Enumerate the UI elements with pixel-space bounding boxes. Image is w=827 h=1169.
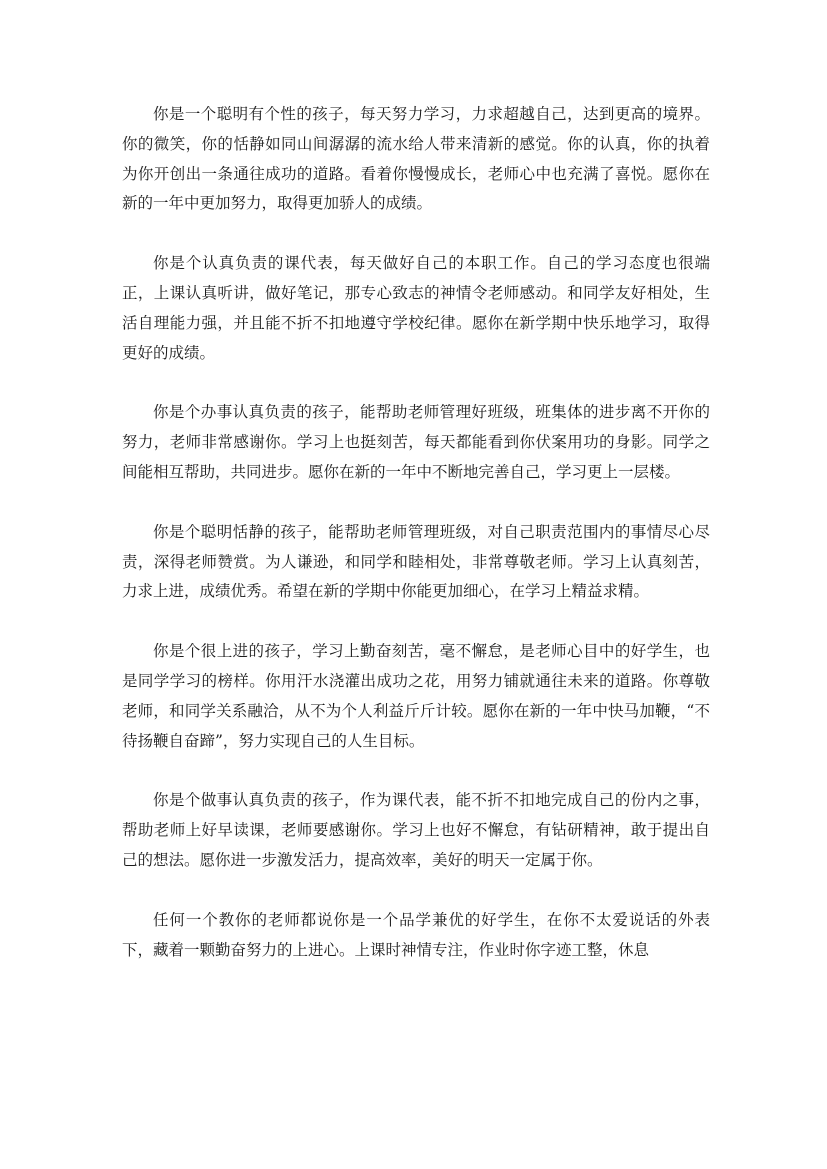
document-body (122, 100, 710, 995)
paragraph-7: 任何一个教你的老师都说你是一个品学兼优的好学生，在你不太爱说话的外表下，藏着一颗勤奋努力的上进心。上课时神情专注，作业时你字迹工整，休息 (122, 910, 710, 959)
paragraph-3: 你是个办事认真负责的孩子，能帮助老师管理好班级，班集体的进步离不开你的努力，老师非常感谢你。学习上也挺刻苦，每天都能看到你伏案用功的身影。同学之间能相互帮助，共同进步。愿你在新的一年中不断地完善自己，学习更上一层楼。 (122, 403, 710, 481)
paragraph-2: 你是个认真负责的课代表，每天做好自己的本职工作。自己的学习态度也很端正，上课认真听讲，做好笔记，那专心致志的神情令老师感动。和同学友好相处，生活自理能力强，并且能不折不扣地遵守学校纪律。愿你在新学期中快乐地学习，取得更好的成绩。 (122, 254, 710, 362)
paragraph-1: 你是一个聪明有个性的孩子，每天努力学习，力求超越自己，达到更高的境界。你的微笑，你的恬静如同山间潺潺的流水给人带来清新的感觉。你的认真，你的执着为你开创出一条通往成功的道路。看着你慢慢成长，老师心中也充满了喜悦。愿你在新的一年中更加努力，取得更加骄人的成绩。 (122, 105, 710, 213)
paragraph-6: 你是个做事认真负责的孩子，作为课代表，能不折不扣地完成自己的份内之事，帮助老师上好早读课，老师要感谢你。学习上也好不懈怠，有钻研精神，敢于提出自己的想法。愿你进一步激发活力，提高效率，美好的明天一定属于你。 (122, 791, 710, 869)
paragraph-5: 你是个很上进的孩子，学习上勤奋刻苦，毫不懈怠，是老师心目中的好学生，也是同学学习的榜样。你用汗水浇灌出成功之花，用努力铺就通往未来的道路。你尊敬老师，和同学关系融洽，从不为个人利益斤斤计较。愿你在新的一年中快马加鞭，“不待扬鞭自奋蹄”，努力实现自己的人生目标。 (122, 642, 710, 750)
paragraph-4: 你是个聪明恬静的孩子，能帮助老师管理班级，对自己职责范围内的事情尽心尽责，深得老师赞赏。为人谦逊，和同学和睦相处，非常尊敬老师。学习上认真刻苦，力求上进，成绩优秀。希望在新的学期中你能更加细心，在学习上精益求精。 (122, 522, 710, 601)
